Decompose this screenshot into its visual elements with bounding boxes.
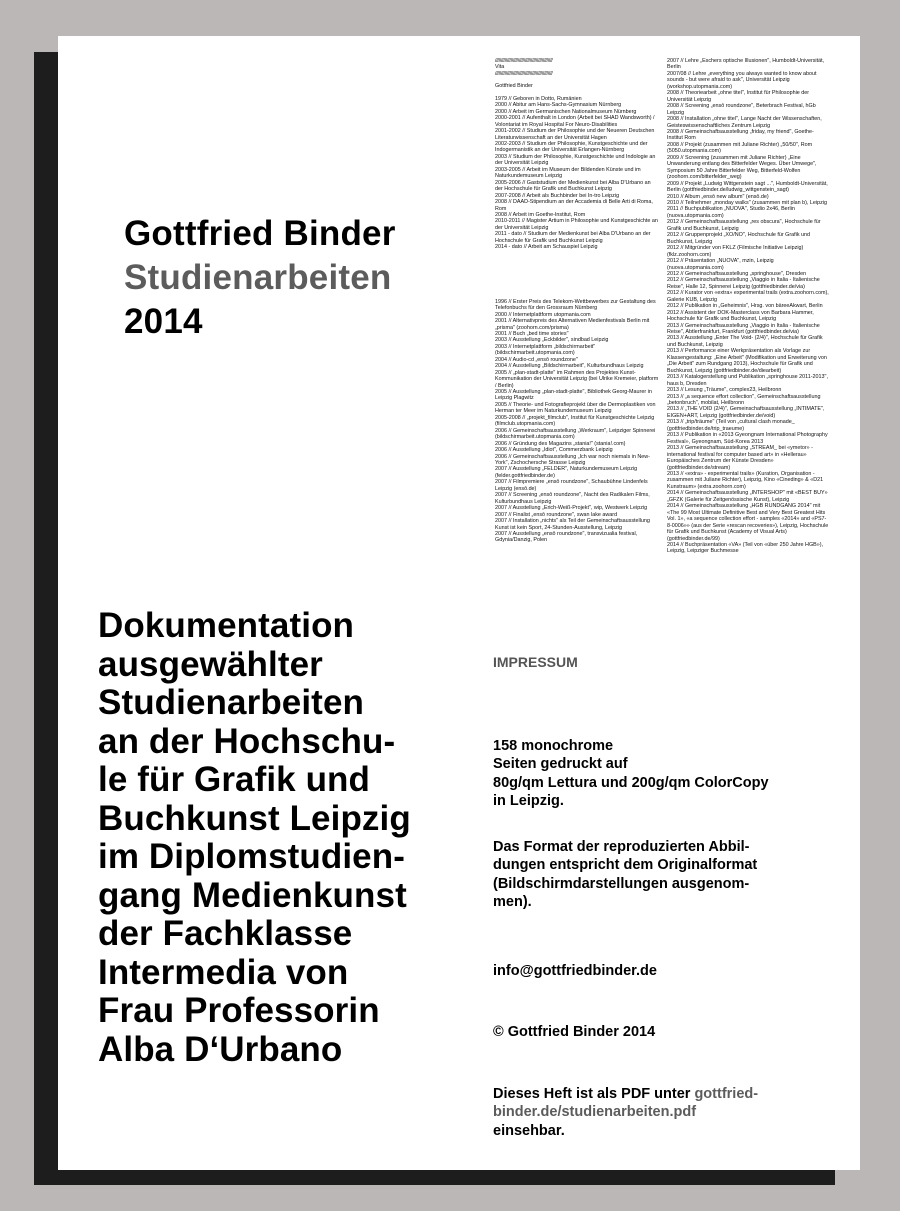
- vita-entry: 2012 // Publikation in „Geheimnis", Hrsg. von bäreeAkwart, Berlin: [667, 303, 823, 310]
- vita-entry: 1979 // Geboren in Dotto, Rumänien: [495, 95, 582, 102]
- vita-entry: 2006 // Gründung des Magazins „stania!" (stania!.com): [495, 440, 626, 447]
- vita-entry: 2012 // Präsentation „NUOVA", mzin, Leipzig (nuova.utopmania.com): [667, 258, 774, 271]
- document-page: [58, 36, 860, 1170]
- vita-rule: ////////////////////////////////////////////////: [495, 58, 553, 64]
- pdf-notice: [493, 1085, 833, 1140]
- vita-entry: 2003 // Studium der Philosophie, Kunstgeschichte und Indologie an der Universität Leipzig: [495, 153, 656, 167]
- pdf-link-part-2[interactable]: binder.de/studienarbeiten.pdf: [493, 1104, 697, 1121]
- impressum-line: Das Format der reproduzierten Abbil-: [493, 839, 750, 855]
- vita-entry: 2000 // Abitur am Hans-Sachs-Gymnasium Nürnberg: [495, 102, 622, 109]
- document-subtitle: Studienarbeiten: [124, 258, 392, 297]
- vita-entry: 2003 // Ausstellung „Eckbilder", sindbad Leipzig: [495, 337, 609, 344]
- vita-entry: 2006 // Gemeinschaftsausstellung „Ich war noch niemals in New-York", Zschochersche Strasse Leipzig: [495, 453, 650, 467]
- vita-entry: 2014 // Gemeinschaftsausstellung „HGB RUNDGANG 2014" mit «The 99 Most Ultimate Definitive Best and Very Best Greatest Hits Vol. 1», «a sequence collection effort - samples «2014» and «PS7-8-0006»» (aus der Serie «rescan recoveries»), Leipzig, Hochschule für Grafik und Buchkunst (Academy of Visual Arts) (gottfriedbinder.de/99): [667, 503, 829, 542]
- statement-line: gang Medienkunst: [98, 875, 407, 915]
- impressum-line: in Leipzig.: [493, 792, 564, 809]
- vita-entry: 2013 // «extra» - experimental trails» (Kuration, Organisation - zusammen mit Juliane Richter), Leipzig, Kino «Cineding» & «D21 Kunstraum» (extra.zoohorn.com): [667, 471, 824, 490]
- vita-entry: 2004 // Ausstellung „Bildschirmarbeit", Kulturbundhaus Leipzig: [495, 363, 644, 370]
- vita-entry: 2005 // „plan-stadt-platte" im Rahmen des Projektes Kunst-Kommunikation der Universität Leipzig (bei Ulrike Kremeier, platform / Berlin): [495, 369, 659, 389]
- copyright-notice: © Gottfried Binder 2014: [493, 1024, 656, 1040]
- vita-entry: 2000-2001 // Aufenthalt in London (Arbeit bei SHAD Wandsworth) / Volontariat im Royal Hospital For Neuro-Disabilities: [495, 115, 655, 128]
- vita-entry: 2013 // Performance einer Werkpräsentation als Vorlage zur Klassengestaltung: „Eine Arbeit" (Modifikation und Erweiterung von „Die Arbeit" zum Rundgang 2013), Hochschule für Grafik und Buchkunst, Leipzig (gottfriedbinder.de/diearbeit): [667, 348, 827, 374]
- vita-entry: 2010 // Teilnehmer „monday walks" (zusammen mit plan b), Leipzig: [667, 199, 828, 206]
- vita-entry: 2007 // Screening „ensō roundzone", Nacht des Radikalen Films, Kulturbundhaus Leipzig: [495, 492, 650, 505]
- vita-column-right: [667, 58, 829, 555]
- vita-entry: 2005 // Theorie- und Fotografieprojekt über die Dermoplastiken von Herman ter Meer im Naturkundemuseum Leipzig: [495, 401, 656, 415]
- impressum-format-info: [493, 838, 833, 911]
- vita-entry: 2012 // Mitgründer von FKLZ (Filmische Initiative Leipzig) (fklz.zoohorn.com): [667, 245, 804, 258]
- vita-exhibitions-list: [667, 58, 829, 555]
- vita-entry: 2007 // Ausstellung „FELDER", Naturkundemuseum Leipzig (felder.gottfriedbinder.de): [495, 466, 638, 479]
- vita-entry: 2013 // Publikation in «2013 Gyeongnam International Photography Festival», Gyeongnam, Süd-Korea 2013: [667, 432, 828, 445]
- vita-entry: 2012 // Gemeinschaftsausstellung „springhouse", Dresden: [667, 270, 807, 277]
- statement-line: Frau Professorin: [98, 991, 380, 1030]
- pdf-link-part-1[interactable]: gottfried-: [694, 1086, 759, 1102]
- vita-entry: 2013 // Gemeinschaftsausstellung „Viaggio in Italia - Italienische Reise", Abtlerfrankfurt, Frankfurt (gottfriedbinder.de/via): [667, 322, 820, 336]
- vita-entry: 2014 // Gemeinschaftsausstellung „INTERSHOP" mit «BEST BUY» „GFZK (Galerie für Zeitgenössische Kunst), Leipzig: [667, 490, 828, 503]
- impressum-line: 80g/qm Lettura und 200g/qm ColorCopy: [493, 774, 769, 791]
- pdf-notice-prefix: Dieses Heft ist als PDF unter: [493, 1086, 691, 1102]
- vita-entry: 2008 // Theoriearbeit „ohne titel", Institut für Philosophie der Universität Leipzig: [667, 90, 810, 103]
- vita-entry: 2001-2002 // Studium der Philosophie und der Neueren Deutschen Literaturwissenschaft an der Universität Hagen: [495, 128, 655, 141]
- vita-entry: 2005 // Ausstellung „plan-stadt-platte", Bibliothek Georg-Maurer in Leipzig Plagwitz: [495, 389, 652, 402]
- statement-line: ausgewählter: [98, 644, 323, 684]
- vita-entry: 2013 // Ausstellung „Enter The Void- (2/4)", Hochschule für Grafik und Buchkunst, Leipzig: [667, 335, 823, 348]
- vita-entry: 2008 // DAAD-Stipendium an der Accademia di Belle Arti di Roma, Rom: [495, 199, 653, 212]
- vita-entry: 2012 // Kurator von «extra» experimental trails (extra.zoohorn.com), Galerie KUB, Leipzig: [667, 290, 829, 303]
- documentation-statement: [98, 607, 411, 1069]
- vita-entry: 2007/08 // Lehre „everything you always wanted to know about sounds - but were afraid to ask", Universität Leipzig (workshop.utopmania.com): [667, 70, 817, 90]
- statement-line: Dokumentation: [98, 606, 355, 645]
- vita-entry: 2012 // Gemeinschaftsausstellung „res obscura", Hochschule für Grafik und Buchkunst, Leipzig: [667, 219, 821, 232]
- title-block: [124, 212, 396, 344]
- vita-entry: 2007 // Finalist „ensō roundzone", swan lake award: [495, 511, 618, 518]
- statement-line: Intermedia von: [98, 952, 349, 992]
- vita-entry: 2010-2011 // Magister Artium in Philosophie und Kunstgeschichte an der Universität Leipzig: [495, 218, 658, 231]
- vita-entry: 2001 // Alternativpreis des Alternativen Medienfestivals Berlin mit „prisma" (zoohorn.com/prisma): [495, 318, 650, 331]
- vita-entry: 2008 // Projekt (zusammen mit Juliane Richter) „50/50", Rom (5050.utopmania.com): [667, 141, 813, 155]
- vita-entry: 2007-2008 // Arbeit als Buchbinder bei In-tro Leipzig: [495, 192, 620, 199]
- vita-entry: 2008 // Installation „ohne titel", Lange Nacht der Wissenschaften, Geisteswissenschaftliches Zentrum Leipzig: [667, 116, 822, 129]
- vita-entry: 2005-2008 // „projekt_filmclub", Institut für Kunstgeschichte Leipzig (filmclub.utopmania.com): [495, 414, 655, 428]
- vita-entry: 2009 // Screening (zusammen mit Juliane Richter) „Eine Unwanderung entlang des Bitterfelder Weges. Über Umwege", Symposium 50 Jahre Bitterfelder Weg, Bitterfeld-Wolfen (zoohorn.com/bitterfelder_weg): [667, 154, 817, 181]
- vita-entry: 2014 - dato // Arbeit am Schauspiel Leipzig: [495, 244, 598, 251]
- vita-entry: 2013 // „trip/träume" (Teil von „cultural clash monade_ (gottfriedbinder.de/trip_traeume): [667, 419, 795, 432]
- statement-line: im Diplomstudien-: [98, 837, 405, 876]
- impressum-line: Seiten gedruckt auf: [493, 756, 628, 773]
- impressum-line: dungen entspricht dem Originalformat: [493, 857, 758, 874]
- vita-heading: Vita: [495, 64, 505, 71]
- vita-entry: 2012 // Gemeinschaftsausstellung „Viaggio in Italia - Italienische Reise", Halle 12, Spinnerei Leipzig (gottfriedbinder.de/via): [667, 277, 820, 290]
- vita-entry: 2010 // Album „ensō new album" (ensō.de): [667, 193, 769, 200]
- vita-entry: 2000 // Arbeit im Germanischen Nationalmuseum Nürnberg: [495, 108, 637, 115]
- author-name: Gottfried Binder: [124, 214, 396, 253]
- vita-entry: 2004 // Audio-cd „ensō roundzone": [495, 356, 578, 363]
- vita-entry: 2012 // Gruppenprojekt „XO/NO", Hochschule für Grafik und Buchkunst, Leipzig: [667, 232, 811, 245]
- statement-line: Alba D‘Urbano: [98, 1029, 343, 1069]
- vita-entry: 2000 // Internetplattform utopmania.com: [495, 311, 591, 318]
- vita-entry: 2013 // „a sequence effort collection", Gemeinschaftsausstellung „betonbruch", mobilat, Heilbronn: [667, 393, 821, 407]
- vita-rule: ////////////////////////////////////////////////: [495, 70, 553, 77]
- statement-line: Studienarbeiten: [98, 683, 364, 722]
- vita-entry: 2013 // „THE VOID (2/4)", Gemeinschaftsausstellung „INTIMATE", EIGEN+ART, Leipzig (gottfriedbinder.de/void): [667, 406, 825, 419]
- vita-entry: 2005-2006 // Gaststudium der Medienkunst bei Alba D'Urbano an der Hochschule für Grafik und Buchkunst Leipzig: [495, 179, 651, 193]
- vita-entry: 2003 // Internetplattform „bildschirmarbeit" (bildschirmarbeit.utopmania.com): [495, 343, 596, 357]
- vita-entry: 2013 // Gemeinschaftsausstellung „STREAM_ bei «ymetor» - international festival for computer based art» in «Hellerau» Europäisches Zentrum der Künste Dresden» (gottfriedbinder.de/stream): [667, 445, 813, 471]
- vita-entry: 2011 // Buchpublikation „NUOVA", Studio 2x46, Berlin (nuova.utopmania.com): [667, 206, 795, 219]
- impressum-line: men).: [493, 893, 532, 910]
- vita-column-left: [495, 58, 659, 544]
- statement-line: an der Hochschu-: [98, 721, 396, 761]
- vita-entry: 2008 // Gemeinschaftsausstellung „friday, my friend", Goethe-Institut Rom: [667, 128, 814, 142]
- vita-entry: 1996 // Erster Preis des Telekom-Wettbewerbes zur Gestaltung des Telefonbuchs für den Grossraum Nürnberg: [495, 298, 656, 312]
- vita-entry: 2014 // Buchpräsentation «VA» (Teil von «über 250 Jahre HGB»), Leipzig, Leipziger Buchmesse: [667, 541, 824, 555]
- vita-entry: 2007 // Installation „nichts" als Teil der Gemeinschaftsausstellung Kunst ist kein Sport, 24-Stunden-Ausstellung, Leipzig: [495, 518, 650, 531]
- vita-projects-list: [495, 299, 659, 544]
- vita-entry: 2012 // Assistent der DOK-Masterclass von Barbara Hammer, Hochschule für Grafik und Buchkunst, Leipzig: [667, 309, 814, 323]
- vita-entry: 2007 // Lehre „Eschers optische Illusionen", Humboldt-Universität, Berlin: [667, 58, 825, 71]
- vita-entry: 2008 // Arbeit im Goethe-Institut, Rom: [495, 211, 586, 218]
- vita-entry: 2009 // Projekt „Ludwig Wittgenstein sagt ...", Humboldt-Universität, Berlin (gottfriedbinder.de/ludwig_wittgenstein_sagt): [667, 180, 828, 194]
- vita-entry: 2002-2003 // Studium der Philosophie, Kunstgeschichte und der Indogermanistik an der Universität Erlangen-Nürnberg: [495, 140, 648, 154]
- statement-line: Buchkunst Leipzig: [98, 798, 411, 838]
- document-year: 2014: [124, 302, 203, 341]
- vita-entry: 2006 // Ausstellung „Idiot", Commerzbank Leipzig: [495, 447, 613, 454]
- pdf-notice-suffix: einsehbar.: [493, 1122, 565, 1139]
- vita-entry: 2007 // Ausstellung „Erich-Weiß-Projekt", wip, Westwerk Leipzig: [495, 505, 648, 512]
- vita-entry: 2008 // Screening „ensō roundzone", Beterbrach Festival, hGb Leipzig: [667, 103, 816, 116]
- vita-biography-list: [495, 96, 659, 251]
- impressum-print-info: [493, 737, 833, 810]
- vita-entry: 2013 // Katalogerstellung und Publikation „springhouse 2011-2013", haus b, Dresden: [667, 374, 828, 387]
- vita-entry: 2003-2005 // Arbeit im Museum der Bildenden Künste und im Naturkundemuseum Leipzig: [495, 166, 641, 180]
- statement-line: le für Grafik und: [98, 760, 371, 799]
- impressum-heading: IMPRESSUM: [493, 654, 578, 670]
- vita-entry: 2001 // Buch „bed time stories": [495, 330, 569, 337]
- contact-email[interactable]: info@gottfriedbinder.de: [493, 963, 657, 979]
- statement-line: der Fachklasse: [98, 914, 353, 953]
- vita-entry: 2011 - dato // Studium der Medienkunst bei Alba D'Urbano an der Hochschule für Grafik und Buchkunst Leipzig: [495, 231, 651, 244]
- impressum-line: (Bildschirmdarstellungen ausgenom-: [493, 875, 750, 892]
- vita-entry: 2013 // Lesung „Träume", complex23, Heilbronn: [667, 387, 782, 394]
- impressum-line: 158 monochrome: [493, 738, 614, 754]
- vita-entry: 2006 // Gemeinschaftsausstellung „Werkraum", Leipziger Spinnerei (bildschirmarbeit.utopmania.com): [495, 427, 656, 441]
- vita-entry: 2007 // Filmpremiere „ensō roundzone", Schaubühne Lindenfels Leipzig (ensō.de): [495, 479, 648, 492]
- vita-entry: 2007 // Ausstellung „ensō roundzone", transvizualia festival, Gdynia/Danzig, Polen: [495, 531, 638, 544]
- vita-name: Gottfried Binder: [495, 83, 533, 90]
